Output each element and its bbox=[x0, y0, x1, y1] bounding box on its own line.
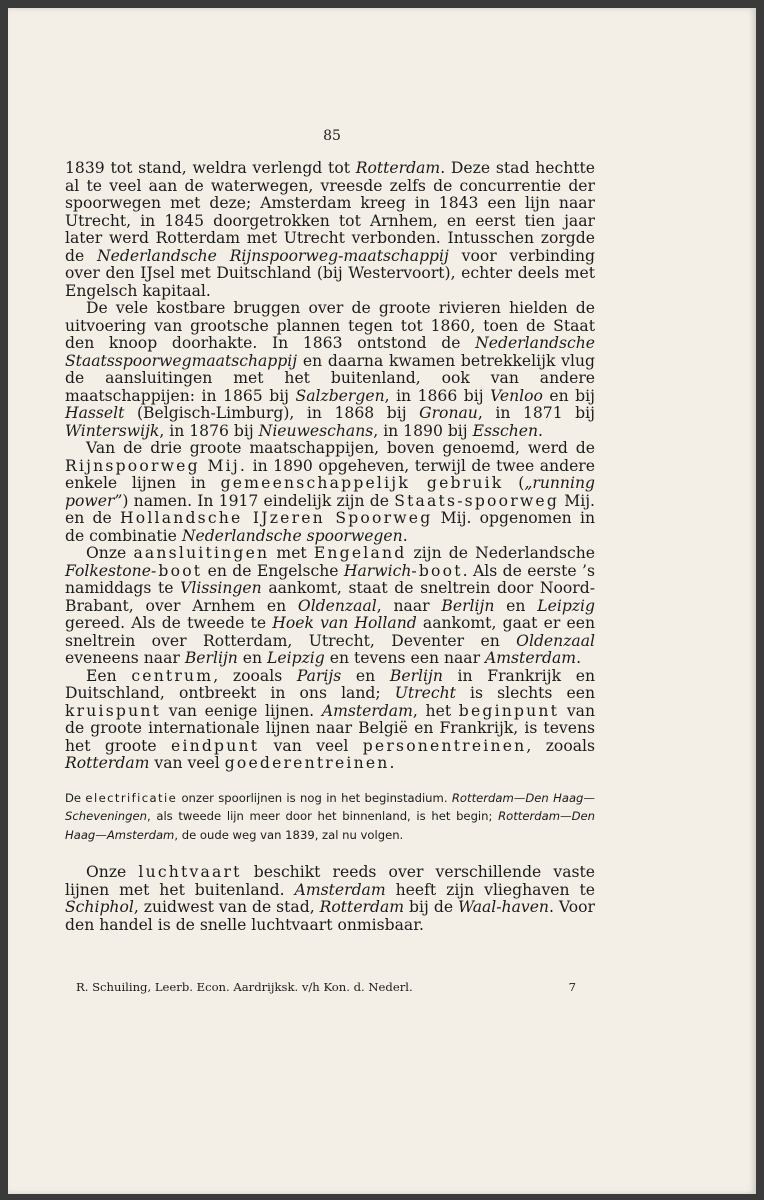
text-run: eveneens naar bbox=[65, 649, 185, 667]
book-page bbox=[8, 8, 756, 1194]
italic-text: Folkestone bbox=[65, 561, 151, 580]
text-run: , het bbox=[412, 701, 459, 720]
text-run: . Als de eerste ’s namiddags te bbox=[65, 561, 595, 597]
text-run: , zooals bbox=[526, 736, 595, 755]
spaced-text: Staats-spoorweg bbox=[394, 491, 560, 510]
text-run: , zuidwest van de stad, bbox=[133, 898, 320, 916]
italic-text: Harwich bbox=[343, 561, 412, 580]
text-run: onzer spoorlijnen is nog in het beginstadium. bbox=[177, 790, 452, 805]
text-run: gereed. Als de tweede te bbox=[65, 614, 273, 632]
italic-text: Venloo bbox=[490, 386, 543, 405]
italic-text: Berlijn bbox=[389, 666, 443, 685]
spaced-text: beginpunt bbox=[458, 701, 560, 720]
italic-text: Waal-haven bbox=[458, 898, 549, 916]
body-text bbox=[65, 160, 595, 934]
text-run: van veel bbox=[149, 754, 225, 772]
text-run: van veel bbox=[259, 736, 363, 755]
text-run: (Belgisch-Limburg), in 1868 bij bbox=[124, 404, 420, 422]
spaced-text: Engeland bbox=[313, 544, 407, 562]
paragraph bbox=[65, 668, 595, 773]
text-run: Onze bbox=[86, 544, 134, 562]
italic-text: Hasselt bbox=[65, 404, 125, 422]
text-run: in Frankrijk en Duitschland, ontbreekt in ons land; bbox=[65, 666, 595, 702]
italic-text: Gronau bbox=[419, 404, 478, 422]
text-run: en bbox=[341, 666, 390, 685]
text-run: De vele kostbare bruggen over de groote rivieren hielden de uitvoering van grootsche plannen tegen tot 1860, toen de Staat den knoop doorhakte. In 1863 ontstond de bbox=[65, 299, 595, 352]
text-run: , als tweede lijn meer door het binnenland, is het begin; bbox=[146, 809, 499, 823]
text-run: . bbox=[576, 649, 582, 667]
footnote-paragraph bbox=[65, 789, 595, 845]
text-run: en daarna kwamen betrekkelijk vlug de aansluitingen met het buitenland, ook van andere maatschappijen: in 1865 bij bbox=[65, 351, 595, 405]
text-run: bij de bbox=[404, 898, 459, 916]
spaced-text: goederentreinen bbox=[224, 754, 390, 772]
text-run: Mij. en de bbox=[65, 491, 596, 527]
italic-text: Berlijn bbox=[184, 649, 238, 667]
text-run: Van de drie groote maatschappijen, boven genoemd, werd de bbox=[86, 439, 595, 457]
text-run: ( bbox=[503, 474, 525, 492]
text-run: is slechts een bbox=[455, 684, 596, 702]
italic-text: Parijs bbox=[296, 666, 342, 685]
spaced-text: centrum bbox=[131, 666, 214, 685]
spaced-text: luchtvaart bbox=[138, 863, 242, 881]
text-run: 1839 tot stand, weldra verlengd tot bbox=[65, 159, 356, 177]
text-run: , in 1890 bij bbox=[373, 421, 473, 440]
spaced-text: gemeenschappelijk gebruik bbox=[220, 474, 504, 492]
page-number: 85 bbox=[323, 128, 341, 144]
spaced-text: aansluitingen bbox=[133, 544, 270, 562]
text-run: van eenige lijnen. bbox=[161, 701, 322, 720]
text-run: voor verbinding over den IJsel met Duitschland (bij Westervoort), echter deels met Engelsch kapitaal. bbox=[65, 246, 596, 300]
text-run: . bbox=[389, 754, 395, 772]
text-run: . bbox=[538, 421, 543, 440]
text-run: en bbox=[237, 649, 268, 667]
spaced-text: -boot bbox=[150, 561, 203, 580]
text-run: Een bbox=[86, 666, 132, 685]
spaced-text: eindpunt bbox=[171, 736, 260, 755]
text-run: Mij. opgenomen in de combinatie bbox=[65, 509, 595, 545]
spaced-text: -boot bbox=[411, 561, 463, 580]
italic-text: Rotterdam bbox=[319, 898, 405, 916]
italic-text: Winterswijk bbox=[65, 421, 160, 440]
italic-text: Nederlandsche spoorwegen bbox=[181, 526, 403, 545]
text-run: in 1890 opgeheven, terwijl de twee andere enkele lijnen in bbox=[65, 456, 595, 492]
text-run: en bbox=[494, 596, 538, 615]
text-run: , de oude weg van 1839, zal nu volgen. bbox=[174, 827, 404, 842]
italic-text: Rotterdam bbox=[355, 159, 441, 177]
paragraph bbox=[65, 160, 595, 300]
spaced-text: kruispunt bbox=[65, 701, 162, 720]
text-run: van de groote internationale lijnen naar België en Frankrijk, is tevens het groote bbox=[65, 701, 595, 755]
text-run: en de Engelsche bbox=[202, 561, 344, 580]
italic-text: Amsterdam bbox=[294, 880, 386, 899]
spaced-text: Rijnspoorweg Mij. bbox=[65, 456, 248, 475]
footer-sheet-number: 7 bbox=[568, 980, 576, 994]
italic-text: Berlijn bbox=[441, 596, 495, 615]
spaced-text: personentreinen bbox=[362, 736, 527, 755]
text-run: . Deze stad hechtte al te veel aan de waterwegen, vreesde zelfs de concurrentie der spoorwegen met deze; Amsterdam kreeg in 1843 een lijn naar Utrecht, in 1845 doorgetrokken tot Arnhem, en eerst tien jaar later werd Rotterdam met Utrecht verbonden. Intusschen zorgde de bbox=[65, 159, 596, 265]
text-run: ) namen. In 1917 eindelijk zijn de bbox=[122, 491, 395, 510]
text-run: , in 1876 bij bbox=[159, 421, 259, 440]
text-run: heeft zijn vlieghaven te bbox=[385, 880, 595, 899]
paragraph bbox=[65, 864, 595, 934]
text-run: en bij bbox=[542, 386, 595, 405]
paragraph bbox=[65, 300, 595, 440]
italic-text: Utrecht bbox=[394, 684, 456, 702]
text-run: , in 1866 bij bbox=[384, 386, 491, 405]
text-run: , zooals bbox=[213, 666, 297, 685]
text-run: Onze bbox=[86, 863, 139, 881]
italic-text: Amsterdam bbox=[321, 701, 413, 720]
text-run: De bbox=[65, 790, 86, 805]
italic-text: Nederlandsche Staatsspoorwegmaatschappij bbox=[65, 334, 595, 370]
spaced-text: electrificatie bbox=[85, 790, 178, 805]
italic-text: Rotterdam—Den Haag—Amsterdam bbox=[65, 809, 595, 842]
text-run: . Voor den handel is de snelle luchtvaart onmisbaar. bbox=[65, 898, 595, 934]
text-run: . bbox=[402, 526, 408, 545]
text-run: beschikt reeds over verschillende vaste lijnen met het buitenland. bbox=[65, 863, 596, 899]
italic-text: Rotterdam—Den Haag—Scheveningen bbox=[65, 790, 596, 823]
italic-text: Nieuweschans bbox=[258, 421, 374, 440]
text-run: en tevens een naar bbox=[324, 649, 485, 667]
italic-text: Amsterdam bbox=[485, 649, 577, 667]
italic-text: „running power” bbox=[65, 474, 595, 510]
italic-text: Hoek van Holland bbox=[272, 614, 417, 632]
italic-text: Oldenzaal bbox=[516, 631, 595, 650]
italic-text: Oldenzaal bbox=[297, 596, 377, 615]
paragraph bbox=[65, 440, 595, 545]
text-run: , in 1871 bij bbox=[477, 404, 595, 422]
paragraph bbox=[65, 545, 595, 668]
italic-text: Nederlandsche Rijnspoorweg-maatschappij bbox=[97, 246, 449, 265]
italic-text: Leipzig bbox=[267, 649, 325, 667]
italic-text: Leipzig bbox=[537, 596, 595, 615]
text-run: aankomt, staat de sneltrein door Noord-Brabant, over Arnhem en bbox=[65, 579, 595, 615]
text-run: met bbox=[269, 544, 314, 562]
italic-text: Vlissingen bbox=[180, 579, 262, 597]
footer-signature: R. Schuiling, Leerb. Econ. Aardrijksk. v/h Kon. d. Nederl. bbox=[76, 980, 413, 994]
spaced-text: Hollandsche IJzeren Spoorweg bbox=[119, 509, 433, 527]
italic-text: Schiphol bbox=[65, 898, 134, 916]
text-run: zijn de Nederlandsche bbox=[406, 544, 595, 562]
text-run: aankomt, gaat er een sneltrein over Rotterdam, Utrecht, Deventer en bbox=[65, 614, 595, 650]
italic-text: Rotterdam bbox=[65, 754, 150, 772]
italic-text: Salzbergen bbox=[295, 386, 385, 405]
page-footer bbox=[76, 980, 576, 994]
italic-text: Esschen bbox=[472, 421, 539, 440]
text-run: , naar bbox=[376, 596, 442, 615]
